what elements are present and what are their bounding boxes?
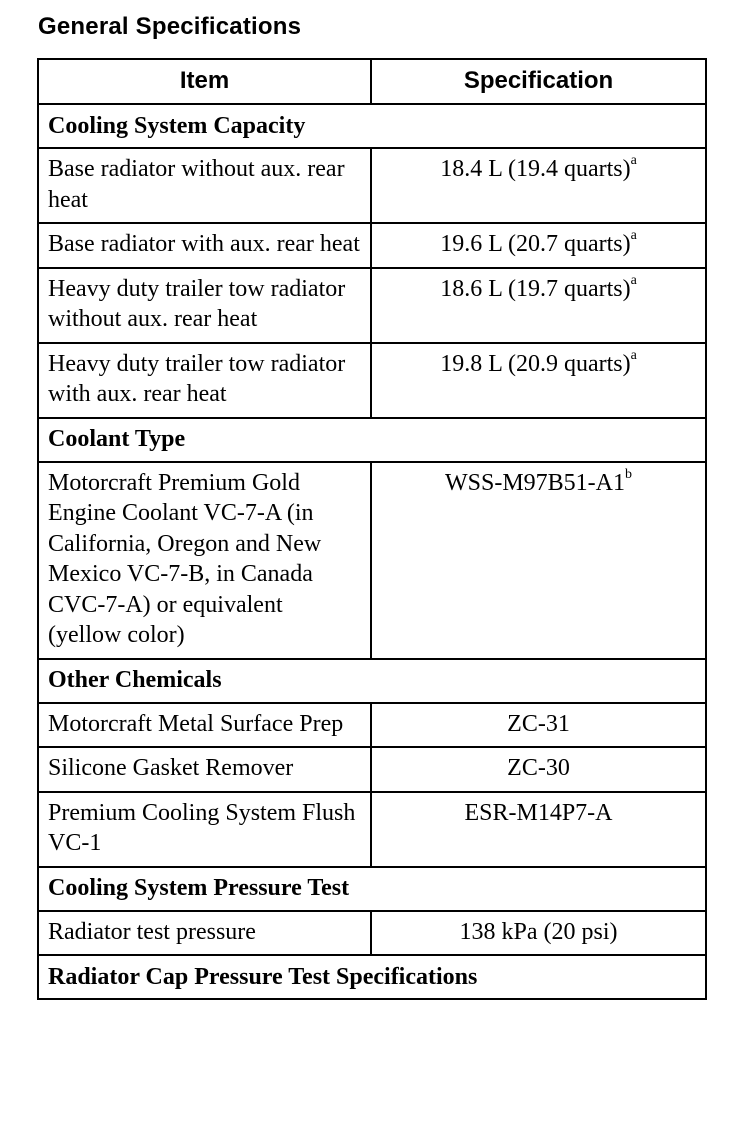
spec-cell [371, 462, 706, 659]
item-cell: Silicone Gasket Remover [38, 747, 371, 792]
spec-value: 18.4 L (19.4 quarts) [440, 156, 631, 182]
table-row [38, 148, 706, 223]
item-cell: Radiator test pressure [38, 911, 371, 956]
spec-value: WSS-M97B51-A1 [444, 469, 625, 496]
footnote-marker: b [625, 466, 632, 482]
column-header-item: Item [38, 59, 371, 104]
table-row [38, 703, 706, 748]
spec-cell [371, 747, 706, 792]
table-row [38, 223, 706, 268]
table-row [38, 747, 706, 792]
item-cell: Motorcraft Metal Surface Prep [38, 703, 371, 748]
spec-cell [371, 148, 706, 223]
spec-cell [371, 703, 706, 748]
spec-cell [371, 792, 706, 867]
spec-cell [371, 911, 706, 956]
page-title: General Specifications [38, 13, 302, 40]
spec-cell [371, 223, 706, 268]
section-row [38, 659, 706, 703]
item-cell: Motorcraft Premium Gold Engine Coolant VC-7-A (in California, Oregon and New Mexico VC-7-B, in Canada CVC-7-A) or equivalent (yellow color) [38, 462, 371, 659]
section-title: Cooling System Capacity [38, 104, 706, 148]
section-title: Coolant Type [38, 418, 706, 462]
section-title: Radiator Cap Pressure Test Specifications [38, 955, 706, 999]
spec-cell [371, 343, 706, 418]
item-cell: Premium Cooling System Flush VC-1 [38, 792, 371, 867]
table-row [38, 911, 706, 956]
table-row [38, 268, 706, 343]
section-row [38, 418, 706, 462]
footnote-marker: a [630, 272, 637, 288]
column-header-specification: Specification [371, 59, 706, 104]
spec-value: ESR-M14P7-A [464, 799, 613, 826]
spec-value: 19.6 L (20.7 quarts) [440, 231, 631, 257]
table-row [38, 792, 706, 867]
item-cell: Base radiator without aux. rear heat [38, 148, 371, 223]
section-row [38, 104, 706, 148]
specifications-table [37, 58, 707, 1000]
header-row [38, 59, 706, 104]
spec-value: 18.6 L (19.7 quarts) [440, 275, 631, 302]
item-cell: Base radiator with aux. rear heat [38, 223, 371, 268]
spec-value: ZC-31 [507, 710, 570, 737]
table-row [38, 343, 706, 418]
section-title: Other Chemicals [38, 659, 706, 703]
section-title: Cooling System Pressure Test [38, 867, 706, 911]
spec-cell [371, 268, 706, 343]
item-cell: Heavy duty trailer tow radiator with aux. rear heat [38, 343, 371, 418]
footnote-marker: a [630, 347, 637, 363]
spec-value: 138 kPa (20 psi) [459, 918, 618, 945]
table-row [38, 462, 706, 659]
section-row [38, 867, 706, 911]
footnote-marker: a [630, 153, 637, 168]
spec-value: ZC-30 [507, 755, 570, 781]
footnote-marker: a [630, 228, 637, 243]
item-cell: Heavy duty trailer tow radiator without aux. rear heat [38, 268, 371, 343]
section-row [38, 955, 706, 999]
spec-value: 19.8 L (20.9 quarts) [440, 350, 631, 377]
